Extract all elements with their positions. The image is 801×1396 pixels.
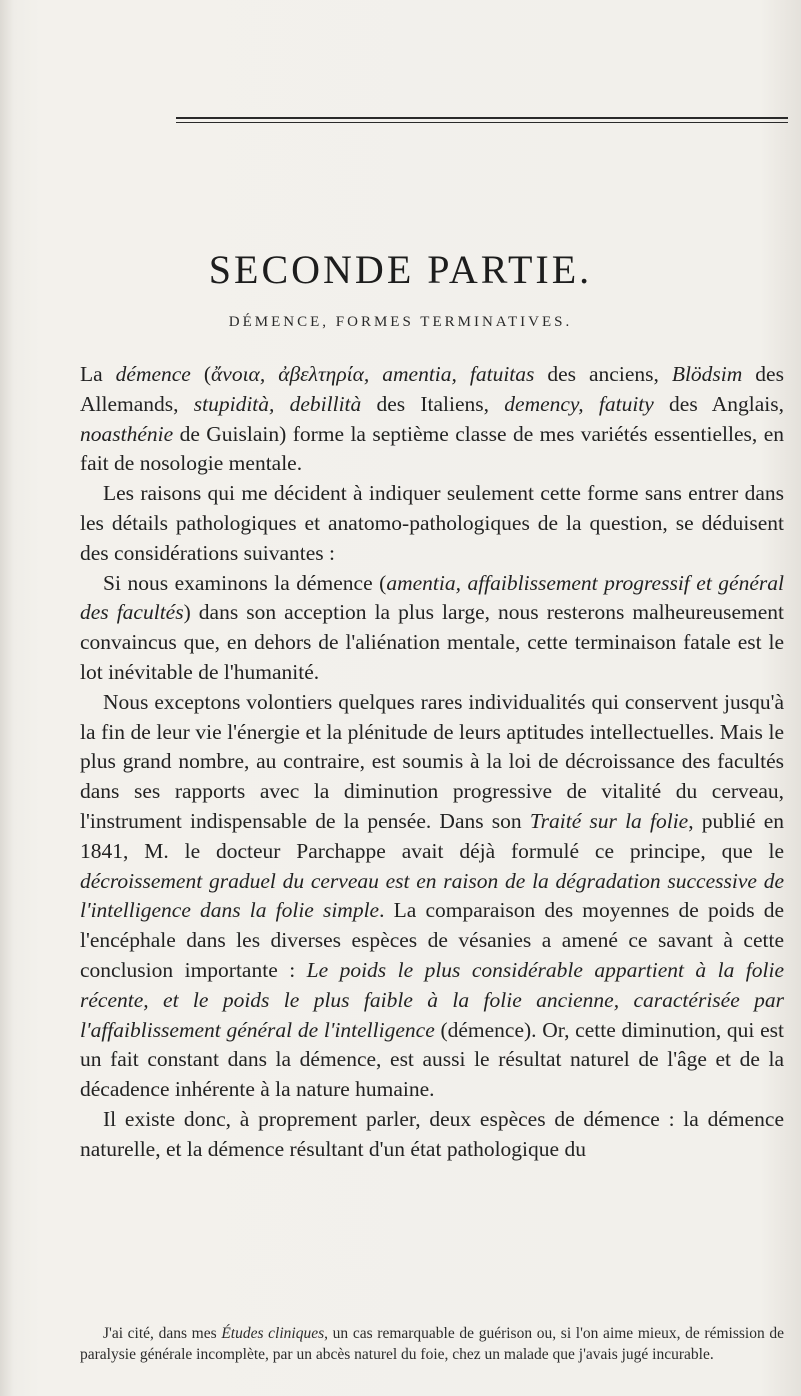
text-run: des Allemands, xyxy=(80,362,784,416)
text-run: Il existe donc, à proprement parler, deux espèces de démence : la démence naturelle, et la démence résultant d'un état pathologique du xyxy=(80,1106,784,1161)
text-run: J'ai cité, dans mes xyxy=(103,1325,222,1342)
text-run: des Anglais, xyxy=(653,391,785,416)
italic-text: Études cliniques xyxy=(221,1325,325,1342)
text-run: des Italiens, xyxy=(361,391,505,416)
footnote-text xyxy=(80,1324,784,1365)
text-run: Si nous examinons la démence ( xyxy=(103,570,387,595)
text-run: . La comparaison des moyennes de poids de l'encéphale dans les diverses espèces de vésanies a amené ce savant à cette conclusion importante : xyxy=(80,898,784,982)
paragraph xyxy=(80,479,784,568)
italic-text: amentia, affaiblissement progressif et général des facultés xyxy=(80,570,784,625)
paragraph xyxy=(80,1105,784,1165)
text-run: , publié en 1841, M. le docteur Parchappe avait déjà formulé ce principe, que le xyxy=(80,808,784,863)
paragraph xyxy=(80,688,784,1105)
text-run: de Guislain) forme la septième classe de mes variétés essentielles, en fait de nosologie mentale. xyxy=(80,421,784,476)
text-run: des anciens, xyxy=(534,362,672,386)
italic-text: demency, fatuity xyxy=(504,391,654,416)
italic-text: noasthénie xyxy=(80,421,174,446)
paragraph xyxy=(80,360,784,479)
text-run: Les raisons qui me décident à indiquer seulement cette forme sans entrer dans les détails pathologiques et anatomo-pathologiques de la question, se déduisent des considérations suivantes : xyxy=(80,481,784,565)
text-run: (démence). Or, cette diminution, qui est un fait constant dans la démence, est aussi le résultat naturel de l'âge et de la décadence inhérente à la nature humaine. xyxy=(80,1017,784,1102)
italic-text: stupidità, debillità xyxy=(193,391,362,416)
text-run: ( xyxy=(190,362,211,386)
text-run: Nous exceptons volontiers quelques rares individualités qui conservent jusqu'à la fin de leur vie l'énergie et la plénitude de leurs aptitudes intellectuelles. Mais le plus grand nombre, au contraire, est soumis à la loi de décroissance des facultés dans ses rapports avec la diminution progressive de vitalité du cerveau, l'instrument indispensable de la pensée. Dans son xyxy=(80,689,784,833)
text-run: ) dans son acception la plus large, nous resterons malheureusement convaincus que, en dehors de l'aliénation mentale, cette terminaison fatale est le lot inévitable de l'humanité. xyxy=(80,600,784,684)
part-title: SECONDE PARTIE. xyxy=(208,247,593,292)
paragraph xyxy=(80,569,784,688)
italic-text: démence xyxy=(115,362,191,386)
italic-text: Blödsim xyxy=(671,362,743,386)
footnote xyxy=(80,1324,784,1365)
text-run: La xyxy=(80,362,116,386)
text-run: , un cas remarquable de guérison ou, si l'on aime mieux, de rémission de paralysie générale incomplète, par un abcès naturel du foie, chez un malade que j'avais jugé incurable. xyxy=(80,1325,784,1363)
header-rule-thick xyxy=(176,117,788,119)
italic-text: ἄνοια, ἀβελτηρία, amentia, fatuitas xyxy=(211,362,535,386)
italic-text: Le poids le plus considérable appartient à la folie récente, et le poids le plus faible à la folie ancienne, caractérisée par l'affaiblissement général de l'intelligence xyxy=(80,957,784,1042)
italic-text: décroissement graduel du cerveau est en raison de la dégradation successive de l'intelligence dans la folie simple xyxy=(80,868,784,923)
italic-text: Traité sur la folie xyxy=(529,808,689,833)
section-title: DÉMENCE, FORMES TERMINATIVES. xyxy=(228,314,573,330)
header-rule-thin xyxy=(176,122,788,123)
body-text xyxy=(80,360,784,1165)
